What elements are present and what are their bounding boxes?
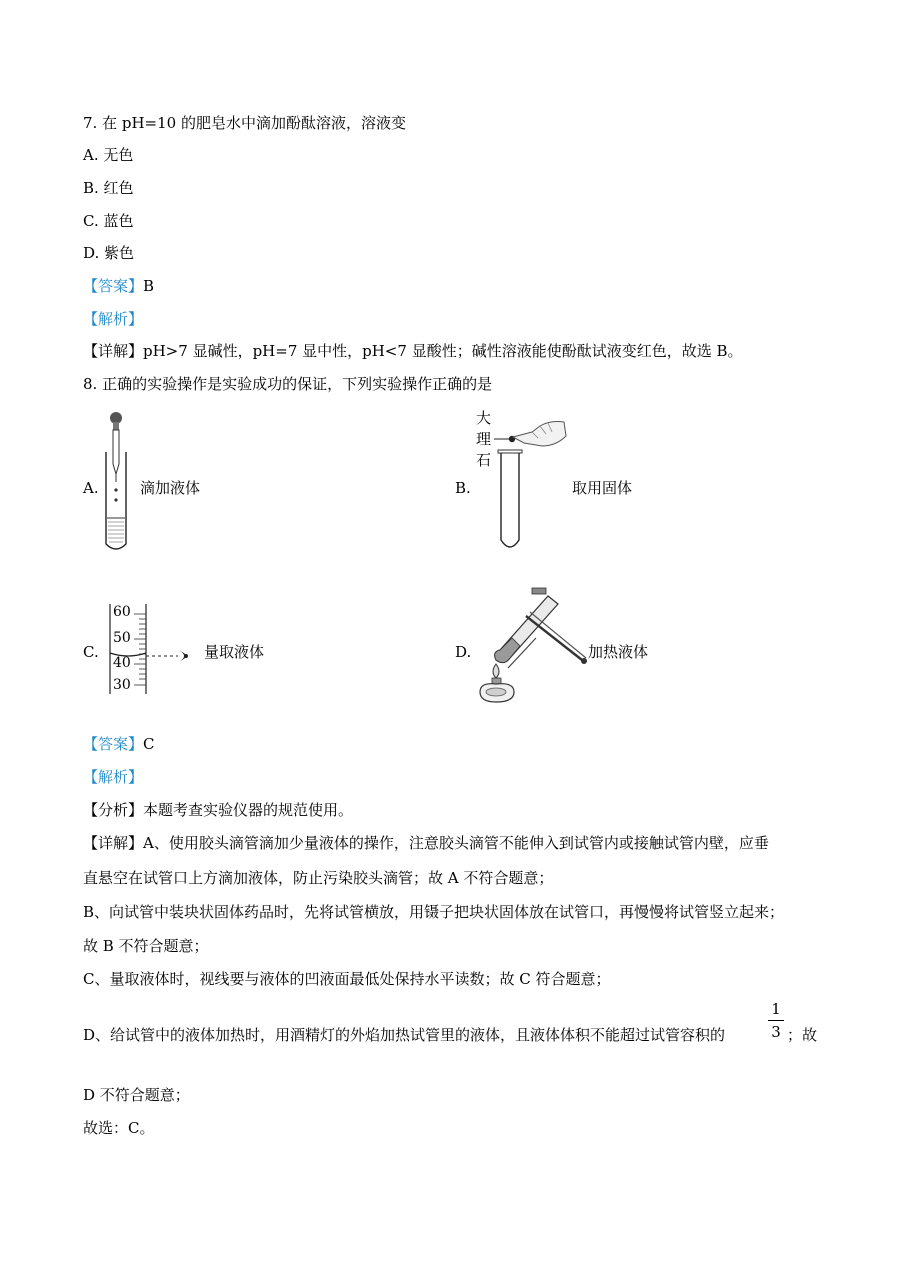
fraction-bar: [768, 1020, 784, 1021]
q8-detail-line-6: D、给试管中的液体加热时，用酒精灯的外焰加热试管里的液体，且液体体积不能超过试管容积的: [83, 1026, 726, 1044]
option-c-caption: 量取液体: [204, 643, 265, 661]
q8-detail-line-1: 【详解】A、使用胶头滴管滴加少量液体的操作，注意胶头滴管不能伸入到试管内或接触试管内壁，应垂: [83, 834, 769, 852]
q7-stem: 7. 在 pH=10 的肥皂水中滴加酚酞溶液，溶液变: [83, 114, 406, 132]
marble-label: 大 理 石: [476, 409, 492, 469]
scale-40: 40: [113, 655, 131, 671]
q8-detail-line-4: 故 B 不符合题意；: [83, 937, 209, 955]
dropper-tube-figure: [100, 408, 140, 556]
q8-detail-line-5: C、量取液体时，视线要与液体的凹液面最低处保持水平读数；故 C 符合题意；: [83, 970, 611, 988]
marble-tube-figure: [492, 412, 568, 557]
q7-answer: [83, 276, 154, 296]
heating-figure: [474, 586, 589, 706]
answer-tag: 【答案】: [83, 277, 144, 295]
option-b-letter: B.: [455, 479, 471, 497]
q7-option-b: B. 红色: [83, 179, 134, 197]
option-c-letter: C.: [83, 643, 99, 661]
q8-detail-line-2: 直悬空在试管口上方滴加液体，防止污染胶头滴管；故 A 不符合题意；: [83, 869, 554, 887]
option-a-letter: A.: [83, 479, 99, 497]
q7-option-a: A. 无色: [83, 146, 134, 164]
fraction-one-third: [768, 1000, 784, 1041]
q8-answer: [83, 734, 155, 754]
option-d-caption: 加热液体: [588, 643, 649, 661]
scale-50: 50: [113, 630, 131, 646]
q8-analysis-tag: 【解析】: [83, 768, 144, 786]
answer-value: C: [143, 735, 155, 753]
q7-analysis-tag: 【解析】: [83, 310, 144, 328]
scale-30: 30: [113, 677, 131, 693]
fraction-numerator: 1: [771, 1000, 781, 1018]
q7-option-c: C. 蓝色: [83, 212, 134, 230]
option-b-caption: 取用固体: [572, 479, 633, 497]
q8-stem: 8. 正确的实验操作是实验成功的保证，下列实验操作正确的是: [83, 375, 493, 393]
q8-detail-line-7: D 不符合题意；: [83, 1086, 190, 1104]
q8-detail-line-6-tail: ；故: [787, 1026, 818, 1044]
q8-final-answer: 故选：C。: [83, 1119, 155, 1137]
answer-tag: 【答案】: [83, 735, 144, 753]
fraction-denominator: 3: [771, 1023, 781, 1041]
q8-summary: 【分析】本题考查实验仪器的规范使用。: [83, 801, 354, 819]
q7-option-d: D. 紫色: [83, 244, 135, 262]
option-a-caption: 滴加液体: [140, 479, 201, 497]
option-d-letter: D.: [455, 643, 472, 661]
scale-60: 60: [113, 604, 131, 620]
q8-detail-line-3: B、向试管中装块状固体药品时，先将试管横放，用镊子把块状固体放在试管口，再慢慢将试管竖立起来；: [83, 903, 785, 921]
q7-detail: 【详解】pH>7 显碱性，pH=7 显中性，pH<7 显酸性；碱性溶液能使酚酞试液变红色，故选 B。: [83, 342, 743, 360]
answer-value: B: [143, 277, 155, 295]
